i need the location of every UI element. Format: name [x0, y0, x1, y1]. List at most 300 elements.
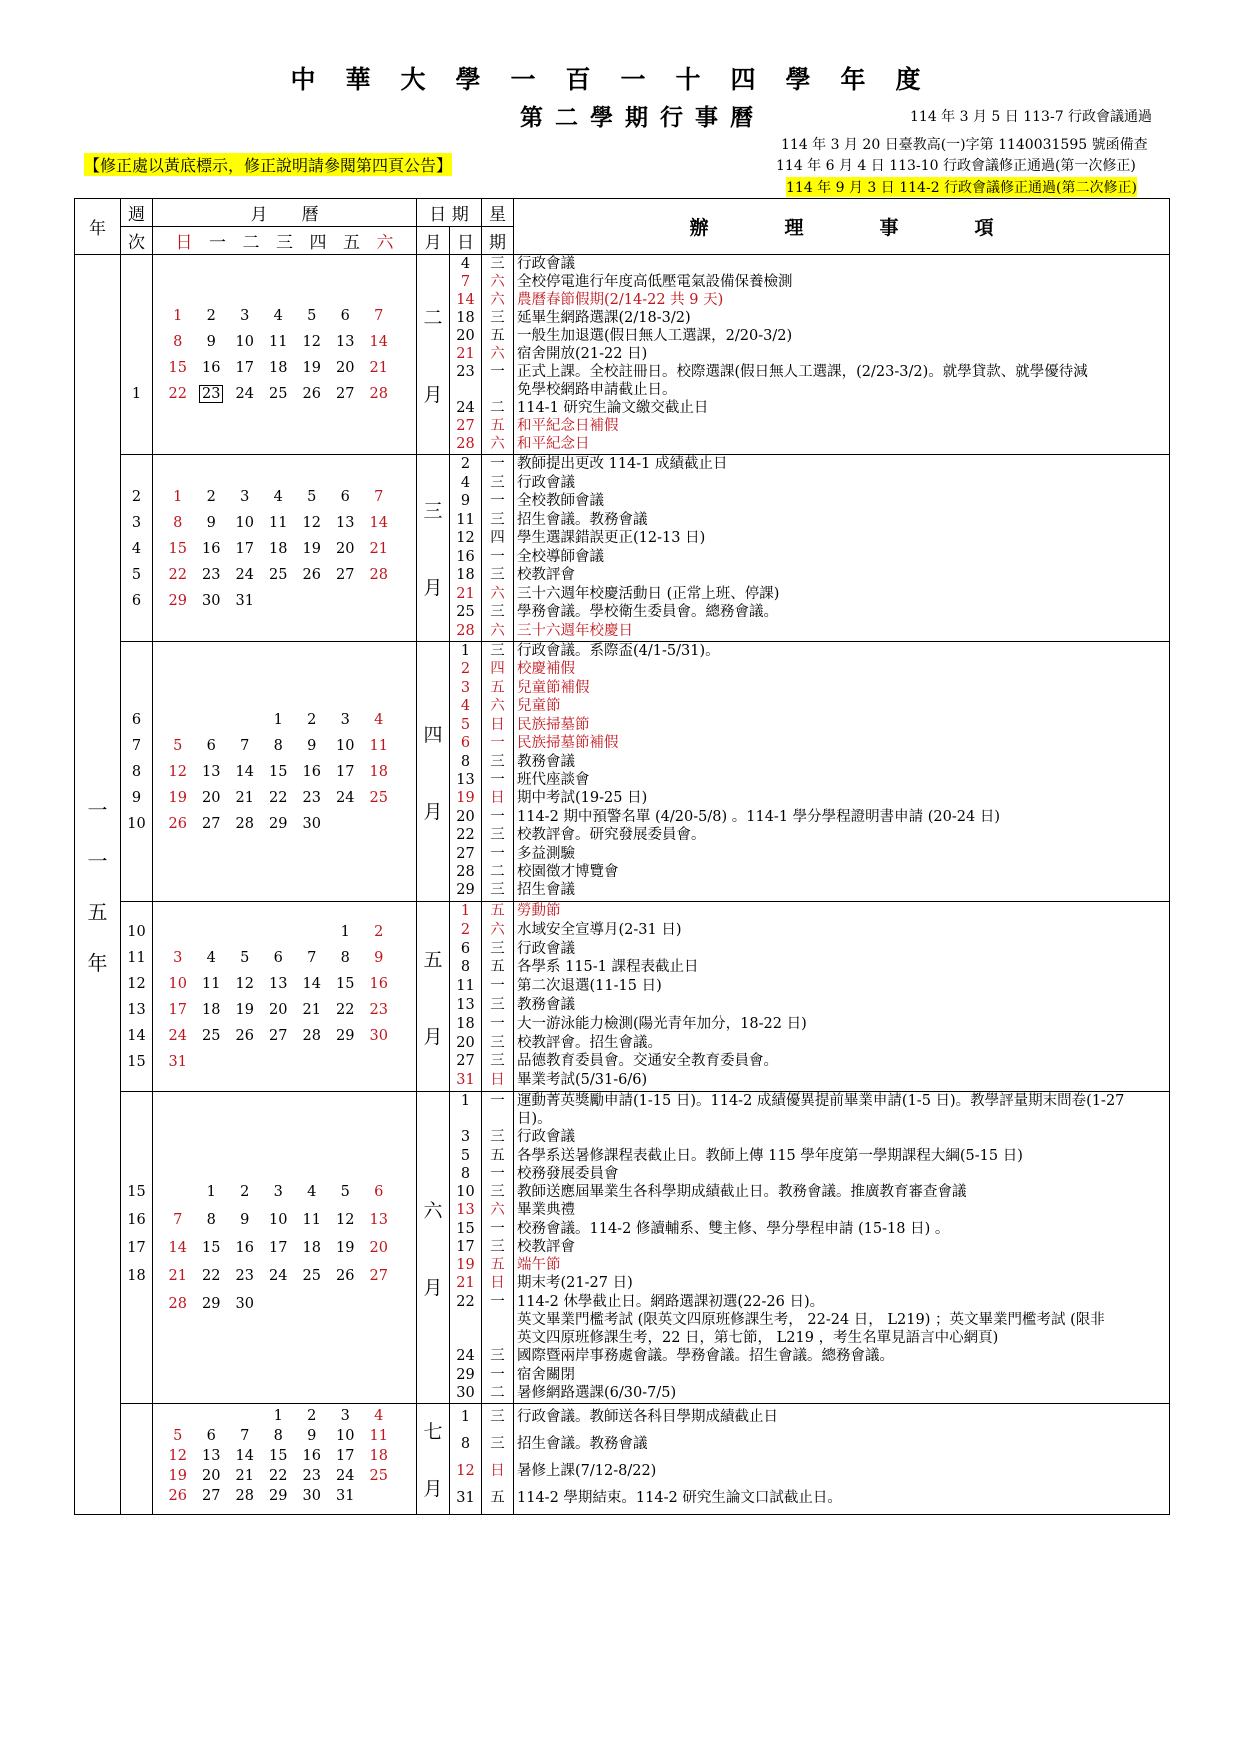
month-name [417, 1404, 450, 1515]
month-calendar [153, 1404, 417, 1515]
week-number: 10 [127, 924, 146, 940]
event-item: 校教評會 [517, 567, 575, 583]
event-item: 全校導師會議 [517, 548, 604, 565]
event-item: 校教評會。招生會議。 [517, 1034, 662, 1051]
month-calendar [153, 255, 417, 455]
calendar-day: 13 [202, 764, 221, 780]
calendar-day: 3 [173, 950, 183, 966]
month-char: 月 [423, 1478, 443, 1500]
weekday-header-bottom: 期 [482, 227, 514, 255]
event-item: 免學校網路申請截止日。 [517, 382, 677, 398]
week-number [121, 329, 152, 355]
calendar-day: 14 [168, 1240, 187, 1256]
calendar-day: 17 [269, 1240, 288, 1256]
event-date: 3 [460, 1129, 471, 1146]
event-date: 8 [460, 959, 471, 976]
event-date: 8 [460, 753, 471, 770]
event-weekday [482, 1329, 513, 1347]
event-list [514, 902, 1170, 1092]
event-weekday: 六 [490, 585, 505, 602]
event-weekday: 一 [490, 1165, 505, 1182]
calendar-day: 4 [206, 950, 216, 966]
calendar-week-row [153, 945, 416, 971]
page-subtitle: 第二學期行事曆 [520, 104, 765, 131]
calendar-day: 17 [336, 764, 355, 780]
calendar-day: 22 [168, 386, 187, 402]
event-item: 班代座談會 [517, 771, 590, 788]
event-weekday: 三 [490, 1238, 505, 1255]
week-numbers [121, 1404, 153, 1515]
calendar-day: 22 [269, 1468, 288, 1484]
event-weekday: 三 [490, 1034, 505, 1051]
event-weekday: 一 [490, 978, 505, 995]
calendar-day: 14 [302, 976, 321, 992]
calendar-week-row [153, 588, 416, 614]
month-char: 五 [423, 948, 443, 971]
month-name [417, 255, 450, 455]
calendar-day: 21 [369, 540, 388, 557]
calendar-day: 15 [202, 1240, 221, 1256]
event-weekday [482, 381, 513, 399]
week-number: 13 [127, 1002, 146, 1018]
calendar-day: 8 [173, 514, 183, 531]
event-date: 27 [456, 1053, 475, 1070]
event-weekdays [482, 255, 514, 455]
calendar-day: 12 [336, 1212, 355, 1228]
event-item: 114-2 期中預警名單 (4/20-5/8) 。114-1 學分學程證明書申請 (20-24 日) [517, 808, 1000, 825]
week-number: 9 [131, 790, 142, 806]
event-item: 行政會議 [517, 256, 575, 272]
week-number [121, 1426, 152, 1446]
calendar-day: 14 [369, 514, 388, 531]
event-dates [450, 455, 482, 642]
calendar-day: 18 [269, 540, 288, 557]
event-item: 運動菁英獎勵申請(1-15 日)。114-2 成績優異提前畢業申請(1-5 日)。教學評量期末問卷(1-27 [517, 1093, 1125, 1109]
event-item: 畢業典禮 [517, 1202, 575, 1219]
week-number: 2 [131, 488, 142, 505]
event-item: 校教評會 [517, 1238, 575, 1255]
calendar-day: 28 [302, 1028, 321, 1044]
event-weekday: 五 [490, 679, 505, 696]
event-weekday: 一 [490, 771, 505, 788]
event-date: 28 [456, 436, 475, 452]
event-weekday: 五 [490, 1490, 505, 1506]
event-dates [450, 642, 482, 902]
event-weekday: 五 [490, 903, 505, 919]
calendar-day: 8 [173, 334, 183, 350]
calendar-day: 5 [340, 1184, 350, 1200]
event-weekdays [482, 455, 514, 642]
calendar-day: 10 [269, 1212, 288, 1228]
event-item: 期中考試(19-25 日) [517, 790, 648, 807]
event-item: 日)。 [517, 1111, 552, 1128]
weekday-label: 五 [343, 233, 360, 253]
event-item: 全校停電進行年度高低壓電氣設備保養檢測 [517, 274, 793, 290]
calendar-day: 3 [240, 488, 250, 505]
calendar-day: 8 [206, 1212, 216, 1228]
event-list [514, 1404, 1170, 1515]
event-weekday: 三 [490, 567, 505, 583]
calendar-day: 22 [269, 790, 288, 806]
event-date: 27 [456, 845, 475, 862]
calendar-day: 3 [273, 1184, 283, 1200]
event-weekday: 六 [490, 698, 505, 715]
calendar-week-row [153, 811, 416, 837]
event-weekday: 一 [490, 1220, 505, 1237]
calendar-week-row [153, 1290, 416, 1318]
calendar-day: 19 [168, 1468, 187, 1484]
calendar-week-row [153, 1206, 416, 1234]
calendar-day: 25 [269, 566, 288, 583]
event-weekday: 三 [490, 474, 505, 491]
event-weekday: 三 [490, 996, 505, 1013]
calendar-day: 18 [369, 1448, 388, 1464]
event-weekday: 一 [490, 456, 505, 472]
approval-note-3: 114 年 6 月 4 日 113-10 行政會議修正通過(第一次修正) [776, 158, 1136, 174]
calendar-day: 15 [336, 976, 355, 992]
event-weekday: 日 [490, 716, 505, 733]
event-date [450, 1329, 481, 1347]
event-item: 校教評會。研究發展委員會。 [517, 827, 706, 844]
month-name [417, 1092, 450, 1404]
calendar-day: 20 [336, 360, 355, 376]
calendar-day: 26 [302, 566, 321, 583]
event-date: 19 [456, 1257, 475, 1274]
calendar-day: 28 [369, 566, 388, 583]
event-weekday: 一 [490, 735, 505, 752]
calendar-day: 19 [302, 360, 321, 376]
year-char: 一 [87, 848, 108, 873]
week-number: 14 [127, 1028, 146, 1044]
month-char: 月 [423, 1276, 443, 1299]
calendar-day: 2 [240, 1184, 250, 1200]
event-item: 校慶補假 [517, 661, 575, 678]
calendar-day: 21 [235, 1468, 254, 1484]
event-item: 期末考(21-27 日) [517, 1275, 633, 1292]
event-date: 8 [460, 1165, 471, 1182]
month-calendar [153, 455, 417, 642]
event-item: 三十六週年校慶日 [517, 622, 633, 639]
calendar-day: 5 [173, 1428, 183, 1444]
event-item: 水域安全宣導月(2-31 日) [517, 921, 682, 938]
event-date: 19 [456, 790, 475, 807]
calendar-day: 29 [269, 816, 288, 832]
calendar-day: 30 [235, 1296, 254, 1312]
calendar-day: 5 [240, 950, 250, 966]
calendar-day: 2 [206, 308, 216, 324]
event-weekday: 六 [490, 274, 505, 290]
event-date [450, 381, 481, 399]
calendar-table [74, 198, 1170, 1515]
event-date [450, 1110, 481, 1128]
event-date: 18 [456, 567, 475, 583]
calendar-day: 25 [369, 790, 388, 806]
calendar-day: 5 [307, 308, 317, 324]
calendar-day: 28 [235, 816, 254, 832]
week-numbers [121, 1092, 153, 1404]
calendar-day: 20 [336, 540, 355, 557]
calendar-week-row [153, 484, 416, 510]
month-char: 月 [423, 383, 443, 406]
event-weekday: 一 [490, 1093, 505, 1109]
event-weekday: 二 [490, 864, 505, 881]
calendar-week-row [153, 785, 416, 811]
calendar-day: 3 [240, 308, 250, 324]
calendar-day: 9 [240, 1212, 250, 1228]
event-dates [450, 255, 482, 455]
calendar-day: 16 [302, 1448, 321, 1464]
date-header: 日 期 [417, 199, 482, 227]
calendar-day: 19 [168, 790, 187, 806]
calendar-day: 7 [173, 1212, 183, 1228]
event-weekday: 五 [490, 959, 505, 976]
event-weekday: 一 [490, 1366, 505, 1383]
event-item: 教務會議 [517, 753, 575, 770]
event-item: 招生會議 [517, 882, 575, 899]
calendar-day: 22 [168, 566, 187, 583]
event-item: 三十六週年校慶活動日 (正常上班、停課) [517, 585, 780, 602]
calendar-day: 21 [369, 360, 388, 376]
calendar-day: 28 [235, 1488, 254, 1504]
calendar-day: 1 [273, 712, 283, 728]
event-weekday: 日 [490, 1463, 505, 1479]
date-day-header: 日 [450, 227, 482, 255]
calendar-day: 6 [206, 1428, 216, 1444]
event-list [514, 255, 1170, 455]
event-weekday: 日 [490, 1275, 505, 1292]
year-char: 五 [87, 899, 108, 924]
event-date: 14 [456, 292, 475, 308]
week-number [121, 355, 152, 381]
calendar-week-row [153, 1049, 416, 1075]
calendar-day: 31 [235, 592, 254, 609]
event-weekday: 六 [490, 1202, 505, 1219]
calendar-day: 7 [240, 738, 250, 754]
calendar-week-row [153, 510, 416, 536]
date-month-header: 月 [417, 227, 450, 255]
calendar-day: 29 [269, 1488, 288, 1504]
event-date: 16 [456, 548, 475, 565]
event-date: 20 [456, 1034, 475, 1051]
event-weekday: 三 [490, 1409, 505, 1425]
calendar-day: 9 [374, 950, 384, 966]
calendar-day: 12 [302, 514, 321, 531]
event-date: 6 [460, 735, 471, 752]
event-item: 114-2 休學截止日。網路選課初選(22-26 日)。 [517, 1293, 825, 1310]
calendar-week-row [153, 329, 416, 355]
calendar-day: 16 [235, 1240, 254, 1256]
week-number: 8 [131, 764, 142, 780]
calendar-day: 13 [336, 514, 355, 531]
event-weekday: 一 [490, 493, 505, 509]
calendar-day: 11 [369, 1428, 388, 1444]
event-item: 勞動節 [517, 903, 561, 919]
event-dates [450, 902, 482, 1092]
event-date: 25 [456, 604, 475, 620]
event-date: 20 [456, 328, 475, 344]
event-date: 1 [460, 643, 471, 659]
event-list [514, 455, 1170, 642]
event-date: 30 [456, 1384, 475, 1401]
event-dates [450, 1404, 482, 1515]
event-weekday: 三 [490, 1129, 505, 1146]
week-number: 6 [131, 712, 142, 728]
calendar-day: 25 [269, 386, 288, 402]
event-item: 兒童節 [517, 698, 561, 715]
week-number [121, 1290, 152, 1318]
week-number [121, 303, 152, 329]
calendar-day: 30 [302, 816, 321, 832]
event-date: 4 [460, 256, 471, 272]
calendar-day: 5 [307, 488, 317, 505]
event-date: 28 [456, 622, 475, 639]
week-numbers [121, 902, 153, 1092]
calendar-day: 4 [307, 1184, 317, 1200]
calendar-day: 1 [340, 924, 350, 940]
calendar-day: 11 [269, 334, 288, 350]
event-item: 多益測驗 [517, 845, 575, 862]
month-char: 月 [423, 1025, 443, 1048]
calendar-day: 24 [336, 790, 355, 806]
event-weekday [482, 1110, 513, 1128]
calendar-day: 11 [302, 1212, 321, 1228]
calendar-day: 7 [374, 308, 384, 324]
event-date [450, 1311, 481, 1329]
calendar-day: 15 [168, 540, 187, 557]
events-header: 辦 理 事 項 [514, 199, 1170, 255]
event-date: 22 [456, 827, 475, 844]
calendar-day: 28 [369, 386, 388, 402]
event-date: 13 [456, 996, 475, 1013]
event-date: 7 [460, 274, 471, 290]
weekday-labels [153, 227, 417, 255]
event-date: 31 [456, 1072, 475, 1089]
calendar-day: 15 [168, 360, 187, 376]
calendar-day: 18 [202, 1002, 221, 1018]
event-date: 13 [456, 1202, 475, 1219]
week-number: 11 [127, 950, 146, 966]
approval-note-1: 114 年 3 月 5 日 113-7 行政會議通過 [910, 109, 1153, 125]
calendar-week-row [153, 303, 416, 329]
month-char: 六 [423, 1199, 443, 1222]
calendar-day: 20 [269, 1002, 288, 1018]
event-weekday: 六 [490, 622, 505, 639]
event-item: 行政會議。教師送各科目學期成績截止日 [517, 1409, 778, 1425]
event-weekday: 三 [490, 511, 505, 528]
calendar-day: 27 [202, 1488, 221, 1504]
calendar-day: 26 [168, 816, 187, 832]
event-weekdays [482, 1092, 514, 1404]
calendar-day: 15 [269, 764, 288, 780]
week-numbers [121, 455, 153, 642]
calendar-day: 2 [307, 1408, 317, 1424]
calendar-day: 24 [336, 1468, 355, 1484]
calendar-day: 10 [168, 976, 187, 992]
calendar-day: 6 [206, 738, 216, 754]
calendar-day: 24 [235, 566, 254, 583]
calendar-week-row [153, 919, 416, 945]
event-item: 教師送應屆畢業生各科學期成績截止日。教務會議。推廣教育審查會議 [517, 1184, 967, 1201]
calendar-day: 26 [336, 1268, 355, 1284]
event-weekday: 三 [490, 1053, 505, 1070]
event-date: 11 [456, 978, 475, 995]
revision-note: 【修正處以黃底標示，修正說明請參閱第四頁公告】 [84, 153, 452, 176]
event-item: 端午節 [517, 1257, 561, 1274]
event-weekday: 四 [490, 530, 505, 546]
event-date: 28 [456, 864, 475, 881]
calendar-day: 22 [202, 1268, 221, 1284]
calendar-day: 10 [336, 1428, 355, 1444]
event-weekday: 日 [490, 790, 505, 807]
weekday-label: 四 [309, 233, 327, 253]
calendar-day: 26 [168, 1488, 187, 1504]
calendar-day: 2 [374, 924, 384, 940]
event-weekday: 三 [490, 1184, 505, 1201]
month-char: 七 [423, 1421, 443, 1443]
calendar-day: 9 [307, 738, 317, 754]
event-weekday: 一 [490, 845, 505, 862]
event-list [514, 1092, 1170, 1404]
calendar-day: 16 [202, 540, 221, 557]
event-item: 英文畢業門檻考試 (限英文四原班修課生考， 22-24 日， L219) ；英文畢業門檻考試 (限非 [517, 1311, 1105, 1328]
week-number: 18 [127, 1268, 146, 1284]
event-item: 學生選課錯誤更正(12-13 日) [517, 530, 706, 546]
week-number [121, 1406, 152, 1426]
month-calendar [153, 642, 417, 902]
calendar-day: 18 [302, 1240, 321, 1256]
calendar-day: 8 [273, 738, 283, 754]
event-date: 6 [460, 940, 471, 957]
event-item: 全校教師會議 [517, 493, 604, 509]
week-number: 4 [131, 540, 142, 557]
calendar-day: 7 [307, 950, 317, 966]
calendar-week-row [153, 733, 416, 759]
event-date: 12 [456, 1463, 475, 1479]
event-date: 31 [456, 1490, 475, 1506]
event-weekday: 三 [490, 753, 505, 770]
calendar-day: 1 [173, 308, 183, 324]
event-date: 11 [456, 511, 475, 528]
week-header-bottom: 次 [121, 227, 153, 255]
event-item: 校務會議。114-2 修讀輔系、雙主修、學分學程申請 (15-18 日) 。 [517, 1220, 950, 1237]
calendar-week-row [153, 1446, 416, 1466]
calendar-day: 30 [302, 1488, 321, 1504]
event-item: 校務發展委員會 [517, 1165, 619, 1182]
event-weekday: 六 [490, 436, 505, 452]
calendar-day: 12 [168, 764, 187, 780]
event-date: 1 [460, 1409, 471, 1425]
calendar-day: 23 [369, 1002, 388, 1018]
calendar-week-row [153, 536, 416, 562]
calendar-day: 10 [235, 334, 254, 350]
event-item: 兒童節補假 [517, 679, 590, 696]
calendar-week-row [153, 1178, 416, 1206]
week-header-top: 週 [121, 199, 153, 227]
month-char: 月 [423, 800, 443, 823]
event-weekday: 三 [490, 256, 505, 272]
calendar-day: 27 [336, 566, 355, 583]
event-item: 民族掃墓節 [517, 716, 590, 733]
week-number: 6 [131, 592, 142, 609]
event-weekday: 三 [490, 643, 505, 659]
calendar-day: 18 [369, 764, 388, 780]
calendar-day: 14 [235, 1448, 254, 1464]
calendar-day: 9 [206, 514, 216, 531]
calendar-day: 3 [340, 1408, 350, 1424]
event-date: 4 [460, 474, 471, 491]
month-char: 四 [423, 723, 443, 746]
event-date: 12 [456, 530, 475, 546]
